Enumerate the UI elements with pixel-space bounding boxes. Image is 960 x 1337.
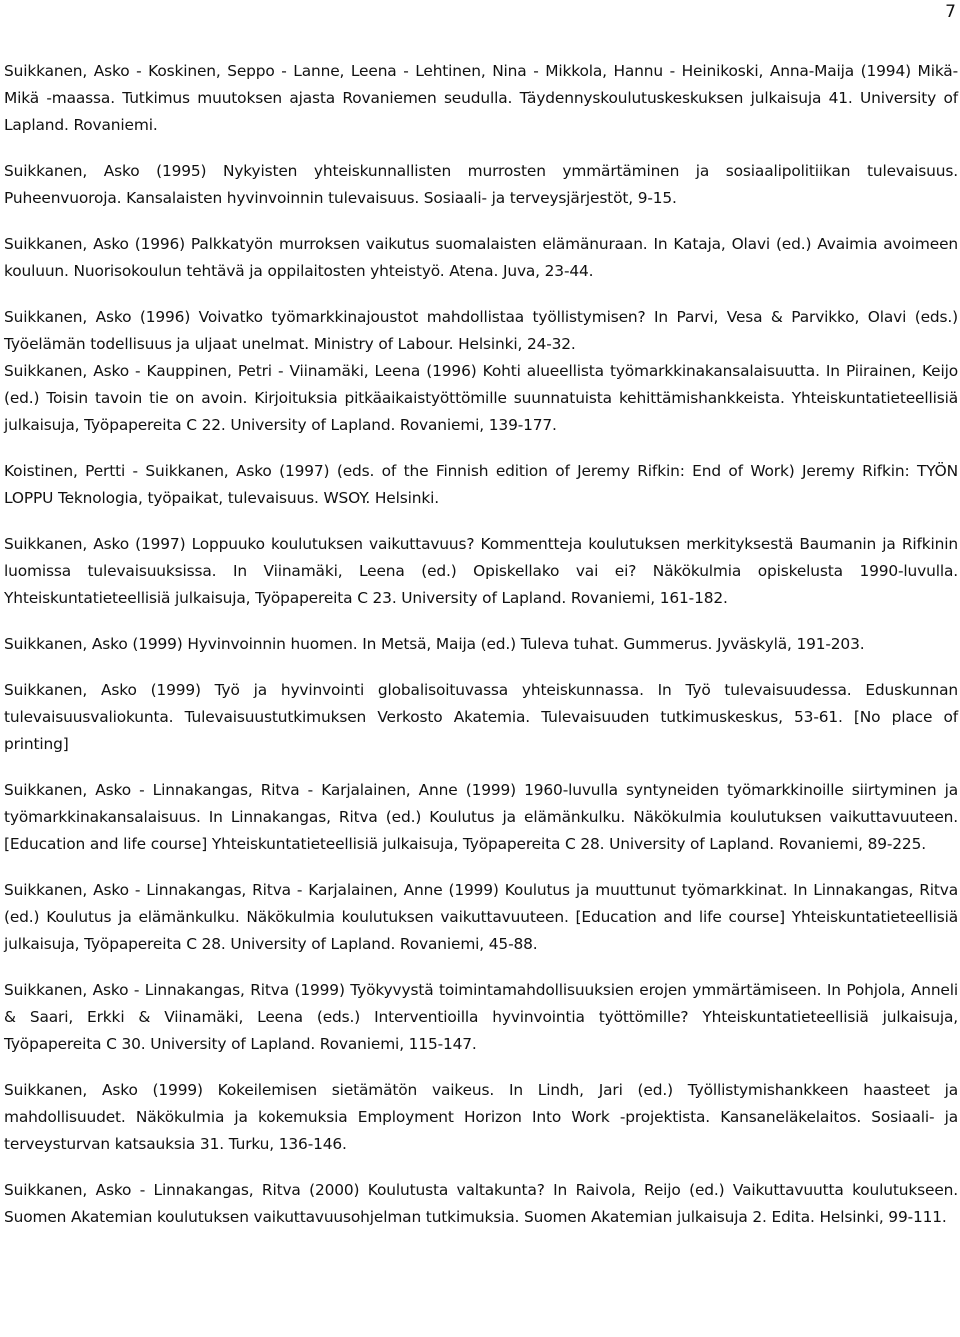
reference-entry: Suikkanen, Asko (1996) Voivatko työmarkkinajoustot mahdollistaa työllistymisen? In Parvi, Vesa & Parvikko, Olavi (eds.) Työelämän todellisuus ja uljaat unelmat. Ministry of Labour. Helsinki, 24-32. (4, 308, 958, 353)
reference-entry: Suikkanen, Asko (1999) Työ ja hyvinvointi globalisoituvassa yhteiskunnassa. In Työ tulevaisuudessa. Eduskunnan tulevaisuusvaliokunta. Tulevaisuustutkimuksen Verkosto Akatemia. Tulevaisuuden tutkimuskeskus, 53-61. [No place of printing] (4, 681, 958, 753)
reference-entry: Suikkanen, Asko - Linnakangas, Ritva (2000) Koulutusta valtakunta? In Raivola, Reijo (ed.) Vaikuttavuutta koulutukseen. Suomen Akatemian koulutuksen vaikuttavuusohjelman tutkimuksia. Suomen Akatemian julkaisuja 2. Edita. Helsinki, 99-111. (4, 1181, 958, 1226)
reference-entry: Suikkanen, Asko - Linnakangas, Ritva - Karjalainen, Anne (1999) Koulutus ja muuttunut työmarkkinat. In Linnakangas, Ritva (ed.) Koulutus ja elämänkulku. Näkökulmia koulutuksen vaikuttavuuteen. [Education and life course] Yhteiskuntatieteellisiä julkaisuja, Työpapereita C 28. University of Lapland. Rovaniemi, 45-88. (4, 881, 958, 953)
reference-entry: Suikkanen, Asko (1997) Loppuuko koulutuksen vaikuttavuus? Kommentteja koulutuksen merkityksestä Baumanin ja Rifkinin luomissa tulevaisuuksissa. In Viinamäki, Leena (ed.) Opiskellako vai ei? Näkökulmia opiskelusta 1990-luvulla. Yhteiskuntatieteellisiä julkaisuja, Työpapereita C 23. University of Lapland. Rovaniemi, 161-182. (4, 535, 958, 607)
reference-entry: Suikkanen, Asko - Kauppinen, Petri - Viinamäki, Leena (1996) Kohti alueellista työmarkkinakansalaisuutta. In Piirainen, Keijo (ed.) Toisin tavoin tie on avoin. Kirjoituksia pitkäaikaistyöttömille suunnatuista kehittämishankkeista. Yhteiskuntatieteellisiä julkaisuja, Työpapereita C 22. University of Lapland. Rovaniemi, 139-177. (4, 362, 958, 434)
reference-entry: Suikkanen, Asko (1996) Palkkatyön murroksen vaikutus suomalaisten elämänuraan. In Kataja, Olavi (ed.) Avaimia avoimeen kouluun. Nuorisokoulun tehtävä ja oppilaitosten yhteistyö. Atena. Juva, 23-44. (4, 235, 958, 280)
page-number: 7 (945, 2, 956, 22)
reference-list (4, 58, 958, 1231)
reference-entry: Suikkanen, Asko - Linnakangas, Ritva (1999) Työkyvystä toimintamahdollisuuksien erojen ymmärtämiseen. In Pohjola, Anneli & Saari, Erkki & Viinamäki, Leena (eds.) Interventioilla hyvinvointia työttömille? Yhteiskuntatieteellisiä julkaisuja, Työpapereita C 30. University of Lapland. Rovaniemi, 115-147. (4, 981, 958, 1053)
reference-entry: Suikkanen, Asko (1999) Hyvinvoinnin huomen. In Metsä, Maija (ed.) Tuleva tuhat. Gummerus. Jyväskylä, 191-203. (4, 635, 865, 653)
reference-entry: Koistinen, Pertti - Suikkanen, Asko (1997) (eds. of the Finnish edition of Jeremy Rifkin: End of Work) Jeremy Rifkin: TYÖN LOPPU Teknologia, työpaikat, tulevaisuus. WSOY. Helsinki. (4, 462, 958, 507)
reference-entry: Suikkanen, Asko (1999) Kokeilemisen sietämätön vaikeus. In Lindh, Jari (ed.) Työllistymishankkeen haasteet ja mahdollisuudet. Näkökulmia ja kokemuksia Employment Horizon Into Work -projektista. Kansaneläkelaitos. Sosiaali- ja terveysturvan katsauksia 31. Turku, 136-146. (4, 1081, 958, 1153)
reference-entry: Suikkanen, Asko - Koskinen, Seppo - Lanne, Leena - Lehtinen, Nina - Mikkola, Hannu - Heinikoski, Anna-Maija (1994) Mikä-Mikä -maassa. Tutkimus muutoksen ajasta Rovaniemen seudulla. Täydennyskoulutuskeskuksen julkaisuja 41. University of Lapland. Rovaniemi. (4, 62, 958, 134)
reference-entry: Suikkanen, Asko (1995) Nykyisten yhteiskunnallisten murrosten ymmärtäminen ja sosiaalipolitiikan tulevaisuus. Puheenvuoroja. Kansalaisten hyvinvoinnin tulevaisuus. Sosiaali- ja terveysjärjestöt, 9-15. (4, 162, 958, 207)
reference-entry: Suikkanen, Asko - Linnakangas, Ritva - Karjalainen, Anne (1999) 1960-luvulla syntyneiden työmarkkinoille siirtyminen ja työmarkkinakansalaisuus. In Linnakangas, Ritva (ed.) Koulutus ja elämänkulku. Näkökulmia koulutuksen vaikuttavuuteen. [Education and life course] Yhteiskuntatieteellisiä julkaisuja, Työpapereita C 28. University of Lapland. Rovaniemi, 89-225. (4, 781, 958, 853)
